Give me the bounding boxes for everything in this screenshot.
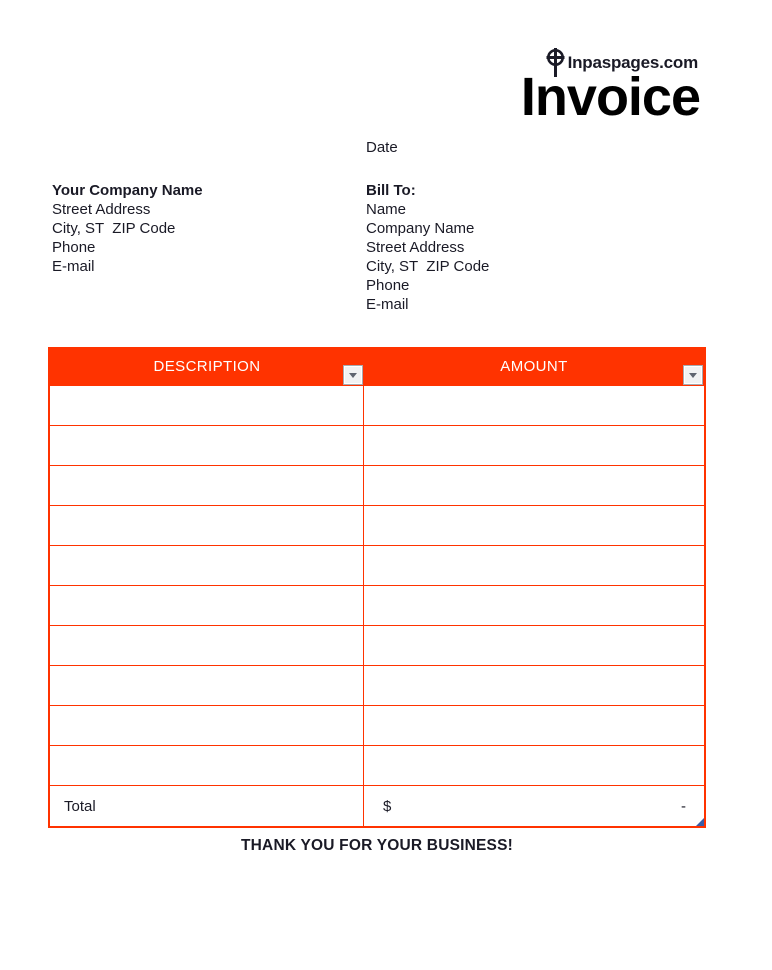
- description-cell[interactable]: [50, 626, 364, 665]
- seller-address-block: [52, 181, 203, 276]
- cell-corner-handle: [696, 818, 704, 826]
- logo-text: Inpaspages.com: [567, 52, 698, 72]
- amount-cell[interactable]: [364, 586, 704, 625]
- seller-city-state-zip: City, ST ZIP Code: [52, 220, 176, 237]
- table-row: [50, 506, 704, 546]
- total-amount-value: -: [681, 797, 686, 815]
- seller-phone: Phone: [52, 239, 96, 256]
- chevron-down-icon: [689, 373, 697, 378]
- amount-cell[interactable]: [364, 426, 704, 465]
- date-label: Date: [366, 139, 398, 156]
- table-row: [50, 746, 704, 786]
- table-row: [50, 626, 704, 666]
- description-header-label: DESCRIPTION: [153, 358, 261, 375]
- table-row: [50, 386, 704, 426]
- bill-to-name: Name: [366, 201, 407, 218]
- invoice-table: [48, 347, 706, 828]
- amount-cell[interactable]: [364, 666, 704, 705]
- table-row: [50, 706, 704, 746]
- table-header-row: [50, 347, 704, 386]
- column-header-amount[interactable]: [364, 347, 704, 386]
- total-row: [50, 786, 704, 826]
- bill-to-company-name: Company Name: [366, 220, 475, 237]
- chevron-down-icon: [349, 373, 357, 378]
- total-label: Total: [64, 797, 96, 815]
- description-filter-dropdown-button[interactable]: [343, 365, 363, 385]
- currency-symbol: $: [383, 797, 392, 815]
- description-cell[interactable]: [50, 746, 364, 785]
- bill-to-label: Bill To:: [366, 182, 416, 199]
- amount-cell[interactable]: [364, 506, 704, 545]
- bill-to-email: E-mail: [366, 296, 409, 313]
- amount-cell[interactable]: [364, 546, 704, 585]
- table-body: [50, 386, 704, 786]
- bill-to-city-state-zip: City, ST ZIP Code: [366, 258, 490, 275]
- description-cell[interactable]: [50, 706, 364, 745]
- seller-street-address: Street Address: [52, 201, 151, 218]
- description-cell[interactable]: [50, 586, 364, 625]
- table-row: [50, 426, 704, 466]
- bill-to-phone: Phone: [366, 277, 410, 294]
- table-row: [50, 666, 704, 706]
- table-row: [50, 586, 704, 626]
- description-cell[interactable]: [50, 666, 364, 705]
- description-cell[interactable]: [50, 466, 364, 505]
- total-amount-cell[interactable]: [364, 786, 704, 826]
- bill-to-street-address: Street Address: [366, 239, 465, 256]
- description-cell[interactable]: [50, 546, 364, 585]
- amount-filter-dropdown-button[interactable]: [683, 365, 703, 385]
- description-cell[interactable]: [50, 426, 364, 465]
- seller-email: E-mail: [52, 258, 95, 275]
- table-row: [50, 466, 704, 506]
- amount-cell[interactable]: [364, 466, 704, 505]
- description-cell[interactable]: [50, 506, 364, 545]
- amount-header-label: AMOUNT: [500, 358, 568, 375]
- page-title: Invoice: [520, 67, 700, 127]
- total-label-cell[interactable]: [50, 786, 364, 826]
- amount-cell[interactable]: [364, 386, 704, 425]
- bill-to-block: [366, 181, 489, 314]
- description-cell[interactable]: [50, 386, 364, 425]
- column-header-description[interactable]: [50, 347, 364, 386]
- seller-company-name: Your Company Name: [52, 182, 203, 199]
- table-row: [50, 546, 704, 586]
- amount-cell[interactable]: [364, 626, 704, 665]
- amount-cell[interactable]: [364, 746, 704, 785]
- amount-cell[interactable]: [364, 706, 704, 745]
- thank-you-message: THANK YOU FOR YOUR BUSINESS!: [241, 837, 513, 854]
